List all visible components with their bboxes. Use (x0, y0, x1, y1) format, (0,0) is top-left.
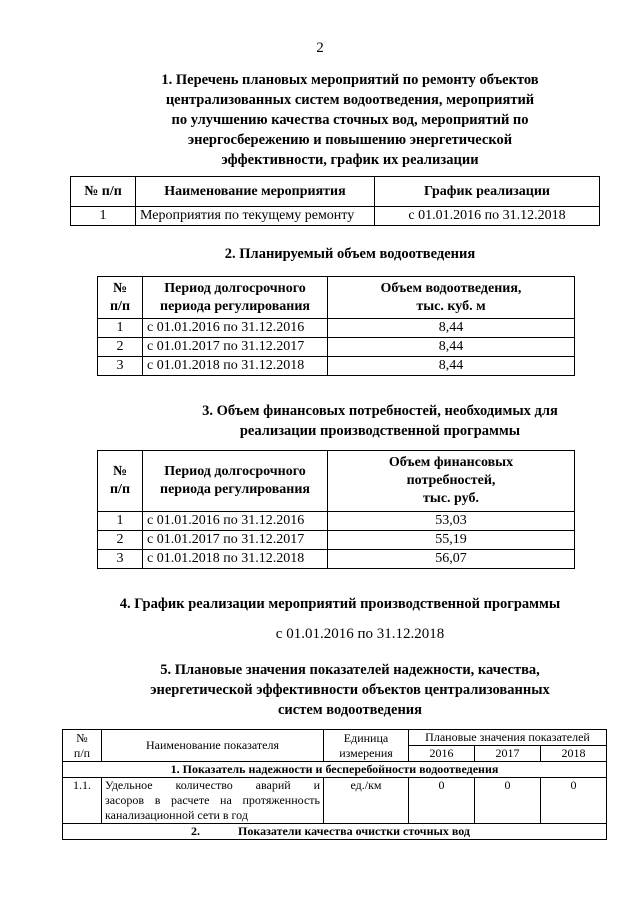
col-header-year-2018: 2018 (541, 746, 607, 762)
cell-no: 1 (71, 207, 136, 226)
table-row (98, 531, 575, 550)
section4-title: 4. График реализации мероприятий производственной программы (119, 596, 561, 612)
page-number: 2 (316, 40, 324, 56)
col-header-period: Период долгосрочного периода регулирования (143, 277, 328, 319)
table-row (63, 778, 607, 824)
group-header-reliability: 1. Показатель надежности и бесперебойности водоотведения (63, 762, 607, 778)
col-header-measure: Наименование мероприятия (136, 177, 375, 207)
cell-period: с 01.01.2016 по 31.12.2016 (143, 319, 328, 338)
cell-period: с 01.01.2018 по 31.12.2018 (143, 550, 328, 569)
cell-period: с 01.01.2016 по 31.12.2016 (143, 512, 328, 531)
col-header-no: № п/п (71, 177, 136, 207)
section4-period: с 01.01.2016 по 31.12.2018 (275, 626, 445, 642)
section1-title: 1. Перечень плановых мероприятий по ремонту объектов централизованных систем водоотведения, мероприятий по улучшению качества сточных вод, мероприятий по энергосбережению и повышению энергетической эффективности, график их реализации (161, 72, 539, 168)
table-row (71, 207, 600, 226)
cell-no: 1 (98, 319, 143, 338)
cell-value-2018: 0 (541, 778, 607, 824)
col-header-volume: Объем водоотведения, тыс. куб. м (328, 277, 575, 319)
group-header-quality: 2. Показатели качества очистки сточных вод (63, 824, 607, 840)
cell-volume: 8,44 (328, 319, 575, 338)
col-header-schedule: График реализации (375, 177, 600, 207)
table-row (98, 550, 575, 569)
wastewater-volume-table (97, 276, 575, 376)
indicators-table (62, 729, 607, 840)
section5-title: 5. Плановые значения показателей надежности, качества, энергетической эффективности объектов централизованных систем водоотведения (150, 662, 550, 718)
section2-title: 2. Планируемый объем водоотведения (224, 246, 476, 262)
col-header-year-2017: 2017 (475, 746, 541, 762)
cell-finance: 56,07 (328, 550, 575, 569)
table-row (98, 338, 575, 357)
cell-period: с 01.01.2017 по 31.12.2017 (143, 531, 328, 550)
table-row (98, 357, 575, 376)
col-header-no: № п/п (63, 730, 102, 762)
cell-no: 1 (98, 512, 143, 531)
col-header-period: Период долгосрочного периода регулирования (143, 451, 328, 512)
col-header-no: № п/п (98, 277, 143, 319)
cell-volume: 8,44 (328, 357, 575, 376)
col-header-finance: Объем финансовых потребностей, тыс. руб. (328, 451, 575, 512)
col-header-year-2016: 2016 (409, 746, 475, 762)
cell-period: с 01.01.2017 по 31.12.2017 (143, 338, 328, 357)
col-header-unit: Единица измерения (324, 730, 409, 762)
cell-value-2016: 0 (409, 778, 475, 824)
cell-no: 3 (98, 550, 143, 569)
cell-schedule: с 01.01.2016 по 31.12.2018 (375, 207, 600, 226)
cell-indicator-name: Удельное количество аварий и засоров в расчете на протяженность канализационной сети в год (102, 778, 324, 824)
section3-title: 3. Объем финансовых потребностей, необходимых для реализации производственной программы (202, 403, 558, 439)
col-header-no: № п/п (98, 451, 143, 512)
col-header-indicator: Наименование показателя (102, 730, 324, 762)
cell-volume: 8,44 (328, 338, 575, 357)
cell-period: с 01.01.2018 по 31.12.2018 (143, 357, 328, 376)
cell-finance: 53,03 (328, 512, 575, 531)
cell-no: 2 (98, 338, 143, 357)
table-row (98, 319, 575, 338)
cell-measure: Мероприятия по текущему ремонту (136, 207, 375, 226)
measures-table (70, 176, 600, 226)
financial-needs-table (97, 450, 575, 569)
cell-no: 1.1. (63, 778, 102, 824)
cell-no: 3 (98, 357, 143, 376)
cell-value-2017: 0 (475, 778, 541, 824)
cell-finance: 55,19 (328, 531, 575, 550)
cell-no: 2 (98, 531, 143, 550)
table-row (98, 512, 575, 531)
cell-unit: ед./км (324, 778, 409, 824)
col-header-planned: Плановые значения показателей (409, 730, 607, 746)
